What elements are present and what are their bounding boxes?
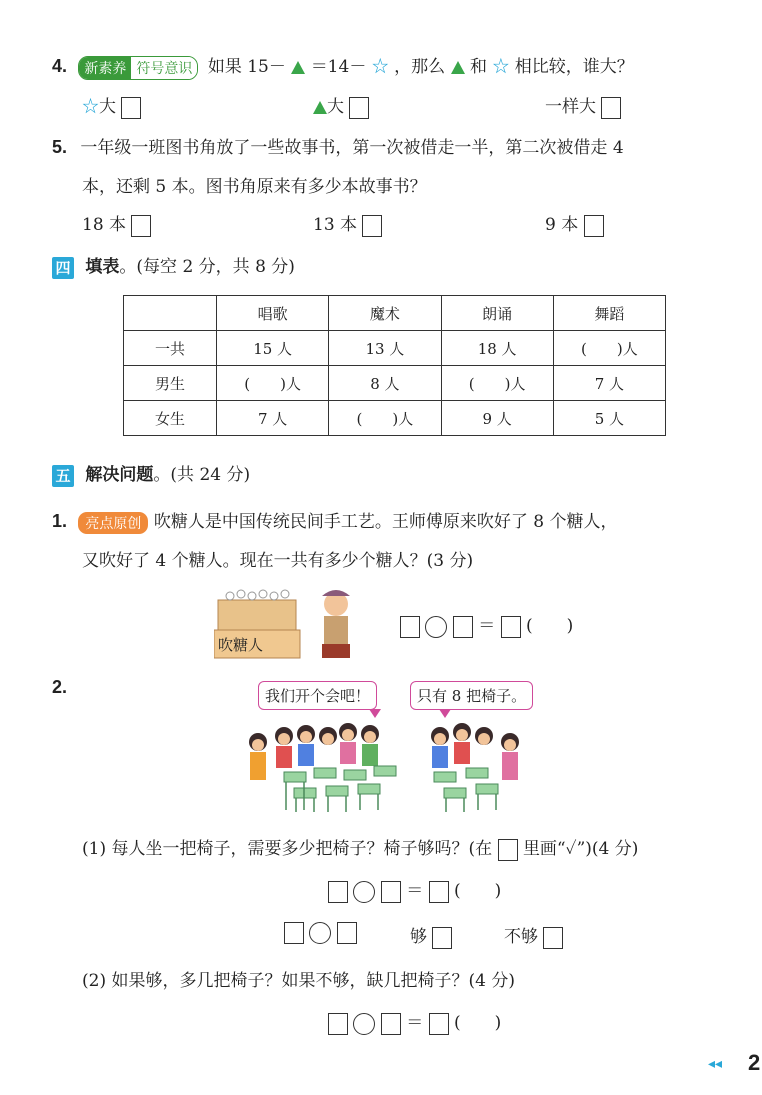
q4-option-equal: [545, 92, 621, 119]
tag-right: 符号意识: [131, 57, 197, 79]
table-header: 魔术: [329, 296, 441, 331]
page-arrows-icon: ◂◂: [708, 1056, 723, 1072]
p2-compare: [284, 922, 357, 944]
table-cell: 5 人: [553, 401, 665, 436]
question-number: 2.: [52, 677, 68, 697]
enough-option: [410, 922, 452, 949]
q5-line2: 本，还剩 5 本。图书角原来有多少本故事书？: [82, 177, 427, 197]
section-title: 解决问题: [85, 465, 154, 485]
answer-box[interactable]: [601, 97, 621, 119]
p2-sub1: [82, 834, 638, 861]
section-4-header: [52, 252, 295, 279]
answer-box[interactable]: [328, 1013, 348, 1035]
answer-box[interactable]: [381, 881, 401, 903]
answer-box[interactable]: [362, 215, 382, 237]
answer-box[interactable]: [584, 215, 604, 237]
question-number: 5.: [52, 137, 68, 157]
equals-sign: ＝: [478, 616, 496, 636]
triangle-icon: [451, 61, 465, 74]
table-header: [124, 296, 217, 331]
table-cell-blank[interactable]: ( )人: [329, 401, 441, 436]
q4-text-b: ＝14－: [310, 57, 367, 77]
unit-paren: ( ): [526, 616, 574, 636]
p1-equation: [400, 611, 573, 638]
section-note: 。(每空 2 分，共 8 分): [119, 257, 295, 277]
table-cell: 一共: [124, 331, 217, 366]
table-cell-blank[interactable]: ( )人: [441, 366, 553, 401]
answer-box[interactable]: [337, 922, 357, 944]
q4-text-d: 和: [469, 57, 487, 77]
option-label: 13 本: [313, 215, 358, 235]
answer-box[interactable]: [131, 215, 151, 237]
table-cell: 7 人: [217, 401, 329, 436]
table-cell: 13 人: [329, 331, 441, 366]
children-chairs-illustration: [244, 722, 530, 814]
table-row: [124, 401, 666, 436]
q4-text-e: 相比较，谁大？: [514, 57, 634, 77]
operator-circle[interactable]: [353, 881, 375, 903]
answer-box[interactable]: [349, 97, 369, 119]
problem-2: [52, 677, 67, 698]
answer-box[interactable]: [328, 881, 348, 903]
question-number: 4.: [52, 56, 68, 76]
table-cell: 男生: [124, 366, 217, 401]
answer-box[interactable]: [543, 927, 563, 949]
p2-sub2-equation: [328, 1008, 501, 1035]
table-row: [124, 331, 666, 366]
table-cell: 9 人: [441, 401, 553, 436]
original-tag: 亮点原创: [78, 512, 148, 534]
q4-option-triangle: [313, 92, 369, 119]
answer-box[interactable]: [432, 927, 452, 949]
table-cell-blank[interactable]: ( )人: [217, 366, 329, 401]
option-label: 大: [99, 97, 116, 117]
operator-circle[interactable]: [353, 1013, 375, 1035]
question-number: 1.: [52, 511, 68, 531]
page-number: 2: [748, 1050, 761, 1075]
answer-box[interactable]: [284, 922, 304, 944]
enough-label: 够: [410, 927, 427, 947]
new-literacy-tag: [78, 56, 198, 80]
not-enough-option: [504, 922, 563, 949]
p2-sub1-equation: [328, 876, 501, 903]
sub1-text-a: (1) 每人坐一把椅子，需要多少把椅子？椅子够吗？(在: [82, 839, 493, 859]
table-cell-blank[interactable]: ( )人: [553, 331, 665, 366]
equals-sign: ＝: [406, 881, 424, 901]
answer-box[interactable]: [501, 616, 521, 638]
q5-option-2: [313, 210, 382, 237]
star-icon: ☆: [371, 57, 389, 77]
equals-sign: ＝: [406, 1013, 424, 1033]
p2-sub2: (2) 如果够，多几把椅子？如果不够，缺几把椅子？(4 分): [82, 971, 515, 991]
speech-bubble-chairs: 只有 8 把椅子。: [410, 681, 533, 710]
option-label: 18 本: [82, 215, 127, 235]
answer-box[interactable]: [121, 97, 141, 119]
problem-1: [52, 507, 617, 534]
section-note: 。(共 24 分): [153, 465, 251, 485]
table-cell: 8 人: [329, 366, 441, 401]
question-5: [52, 133, 624, 158]
table-header: 唱歌: [217, 296, 329, 331]
answer-box[interactable]: [429, 1013, 449, 1035]
unit-paren: ( ): [454, 1013, 502, 1033]
q5-line1: 一年级一班图书角放了一些故事书，第一次被借走一半，第二次被借走 4: [80, 138, 624, 158]
table-header-row: [124, 296, 666, 331]
answer-box[interactable]: [429, 881, 449, 903]
section-badge: 四: [52, 257, 74, 279]
option-label: 一样大: [545, 97, 596, 117]
table-cell: 15 人: [217, 331, 329, 366]
answer-box[interactable]: [381, 1013, 401, 1035]
option-label: 9 本: [545, 215, 579, 235]
p1-line1: 吹糖人是中国传统民间手工艺。王师傅原来吹好了 8 个糖人，: [153, 512, 618, 532]
q5-option-1: [82, 210, 151, 237]
q4-text-a: 如果 15－: [207, 57, 286, 77]
speech-bubble-meeting: 我们开个会吧！: [258, 681, 377, 710]
star-icon: ☆: [82, 97, 99, 117]
tag-left: 新素养: [79, 57, 131, 79]
answer-box[interactable]: [453, 616, 473, 638]
table-cell: 女生: [124, 401, 217, 436]
table-header: 朗诵: [441, 296, 553, 331]
answer-box-example: [498, 839, 518, 861]
table-cell: 7 人: [553, 366, 665, 401]
sugar-sign: 吹糖人: [218, 636, 264, 654]
operator-circle[interactable]: [425, 616, 447, 638]
section-badge: 五: [52, 465, 74, 487]
q4-option-star: [82, 92, 141, 119]
performance-table: [123, 295, 666, 436]
answer-box[interactable]: [400, 616, 420, 638]
unit-paren: ( ): [454, 881, 502, 901]
star-icon: ☆: [492, 57, 510, 77]
q4-text-c: ，那么: [394, 57, 446, 77]
section-title: 填表: [85, 257, 120, 277]
sub1-text-b: 里画“✓”)(4 分): [522, 839, 639, 859]
table-header: 舞蹈: [553, 296, 665, 331]
section-5-header: [52, 460, 250, 487]
option-label: 大: [327, 97, 344, 117]
operator-circle[interactable]: [309, 922, 331, 944]
triangle-icon: [313, 101, 327, 114]
table-row: [124, 366, 666, 401]
table-cell: 18 人: [441, 331, 553, 366]
question-4: [52, 52, 634, 80]
q5-option-3: [545, 210, 604, 237]
p1-line2: 又吹好了 4 个糖人。现在一共有多少个糖人？(3 分): [82, 551, 474, 571]
triangle-icon: [291, 61, 305, 74]
not-enough-label: 不够: [504, 927, 538, 947]
